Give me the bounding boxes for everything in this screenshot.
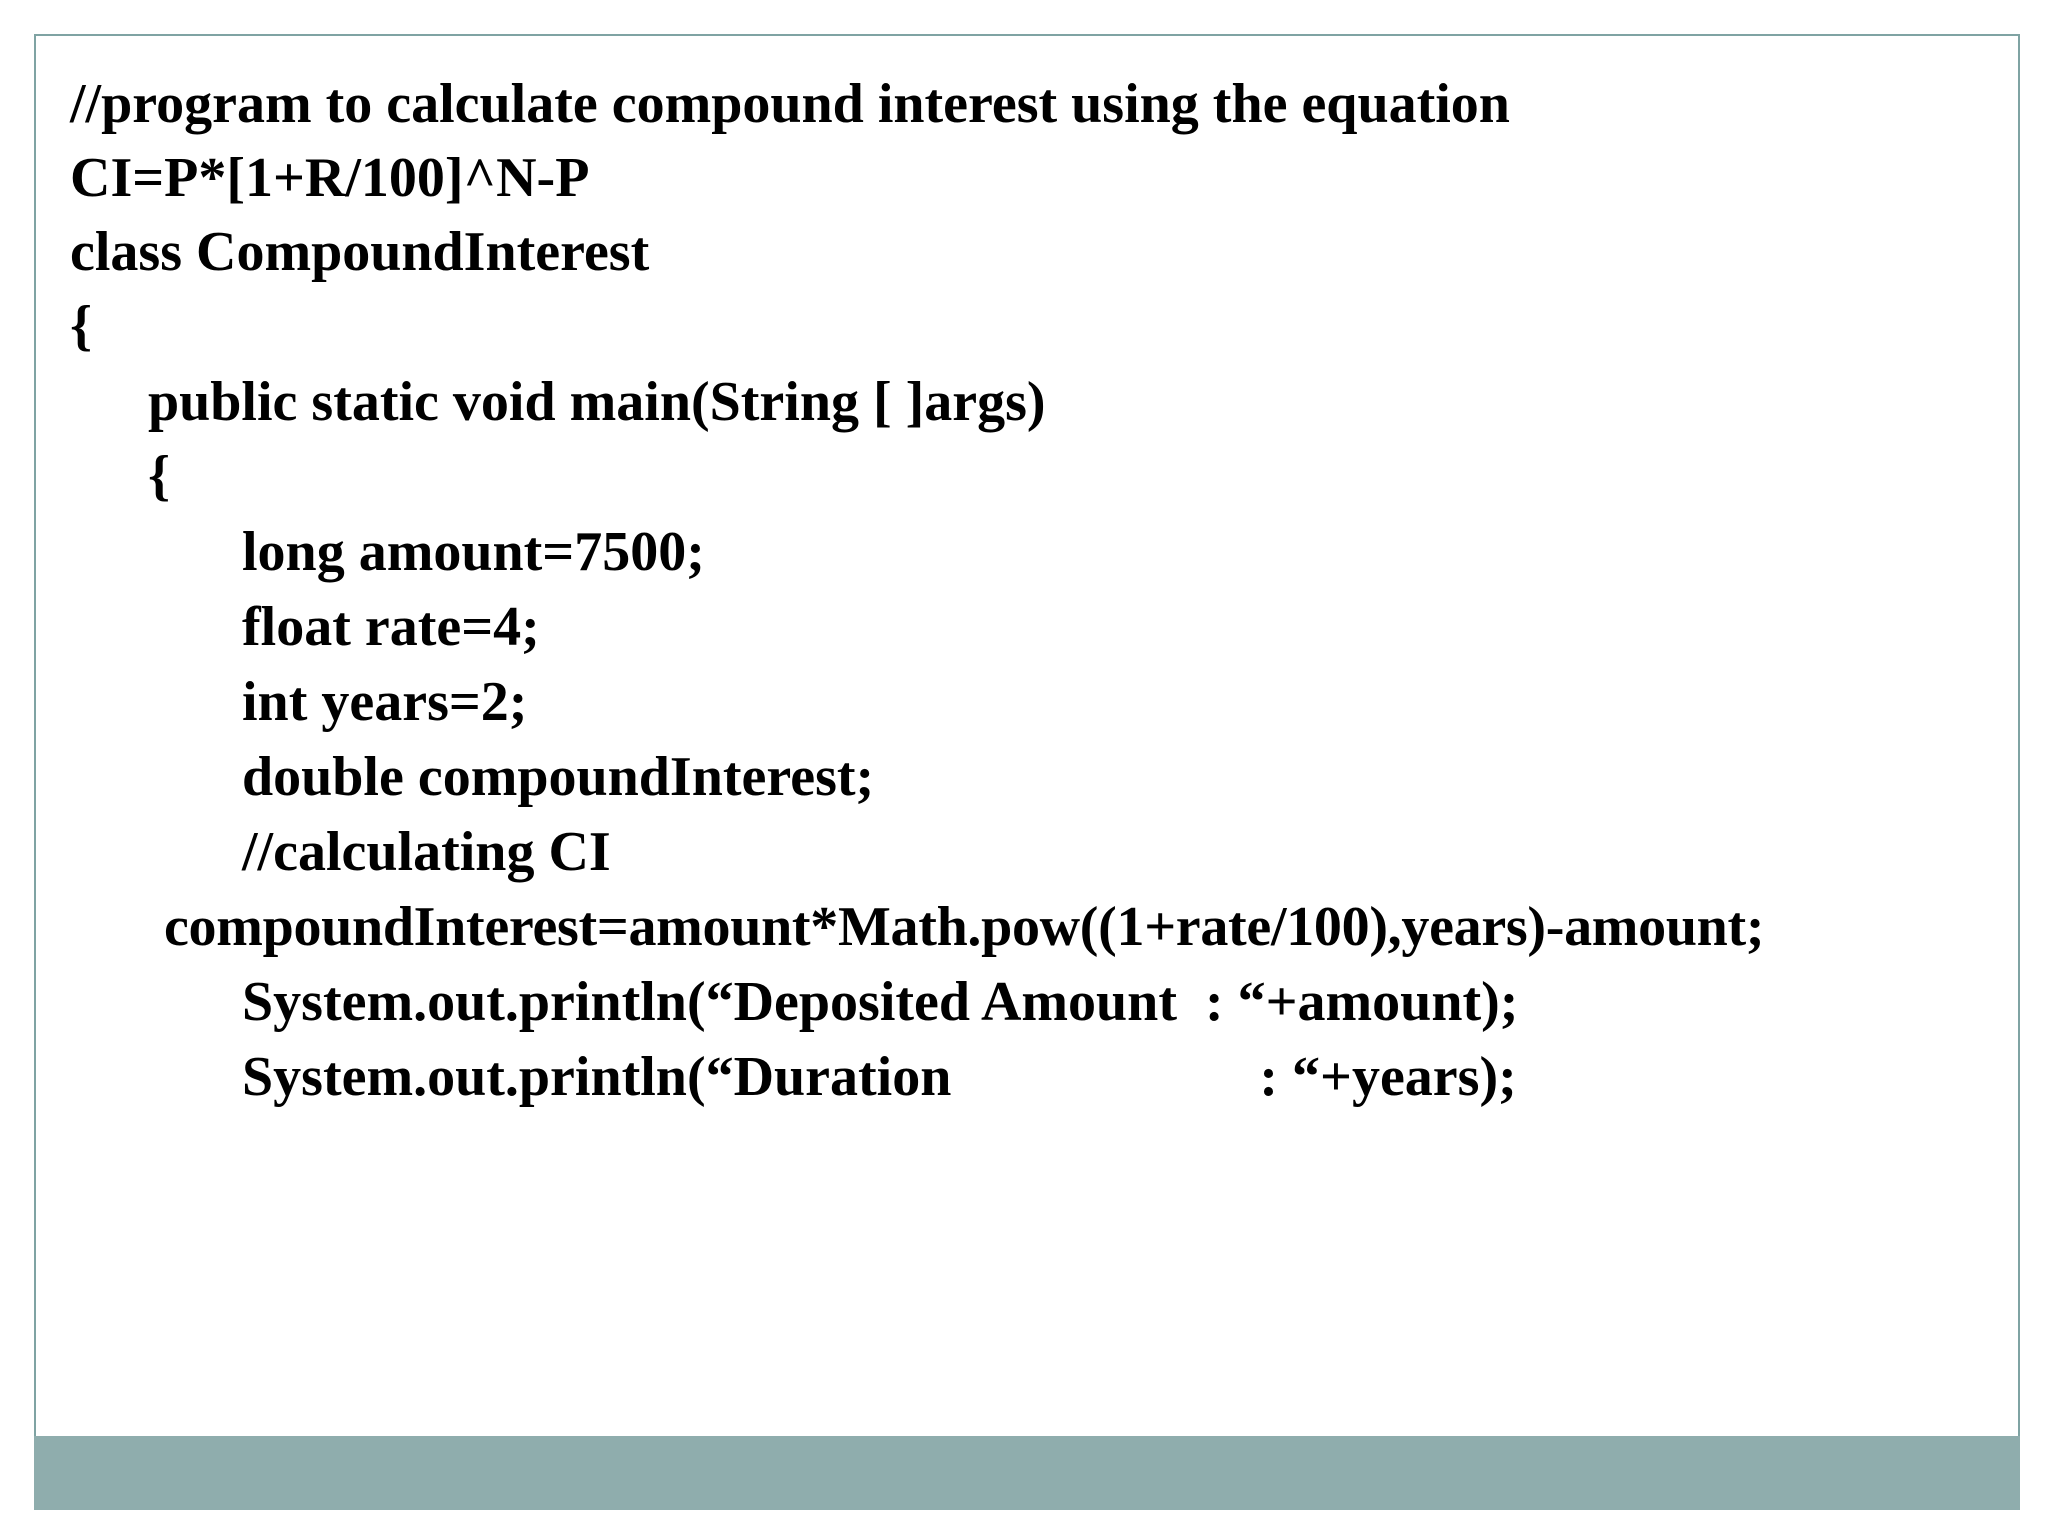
code-line-years-declaration: int years=2; bbox=[242, 671, 528, 733]
code-line-class-declaration: class CompoundInterest bbox=[70, 221, 650, 283]
code-line-main-open-brace: { bbox=[148, 445, 171, 507]
code-line-print-duration: System.out.println(“Duration : “+years); bbox=[242, 1046, 1517, 1108]
footer-band bbox=[34, 1436, 2020, 1510]
code-line-comment-calculating: //calculating CI bbox=[242, 821, 611, 883]
code-line-compound-interest-declaration: double compoundInterest; bbox=[242, 746, 875, 808]
code-line-amount-declaration: long amount=7500; bbox=[242, 521, 705, 583]
code-line-rate-declaration: float rate=4; bbox=[242, 596, 540, 658]
code-line-class-open-brace: { bbox=[70, 295, 93, 357]
code-line-calculation: compoundInterest=amount*Math.pow((1+rate/100),years)-amount; bbox=[164, 896, 1765, 958]
code-line-comment-program: //program to calculate compound interest using the equation bbox=[70, 73, 1510, 135]
code-line-main-method: public static void main(String [ ]args) bbox=[148, 371, 1046, 433]
code-line-equation: CI=P*[1+R/100]^N-P bbox=[70, 147, 590, 209]
code-line-print-deposited-amount: System.out.println(“Deposited Amount : “+amount); bbox=[242, 971, 1519, 1033]
